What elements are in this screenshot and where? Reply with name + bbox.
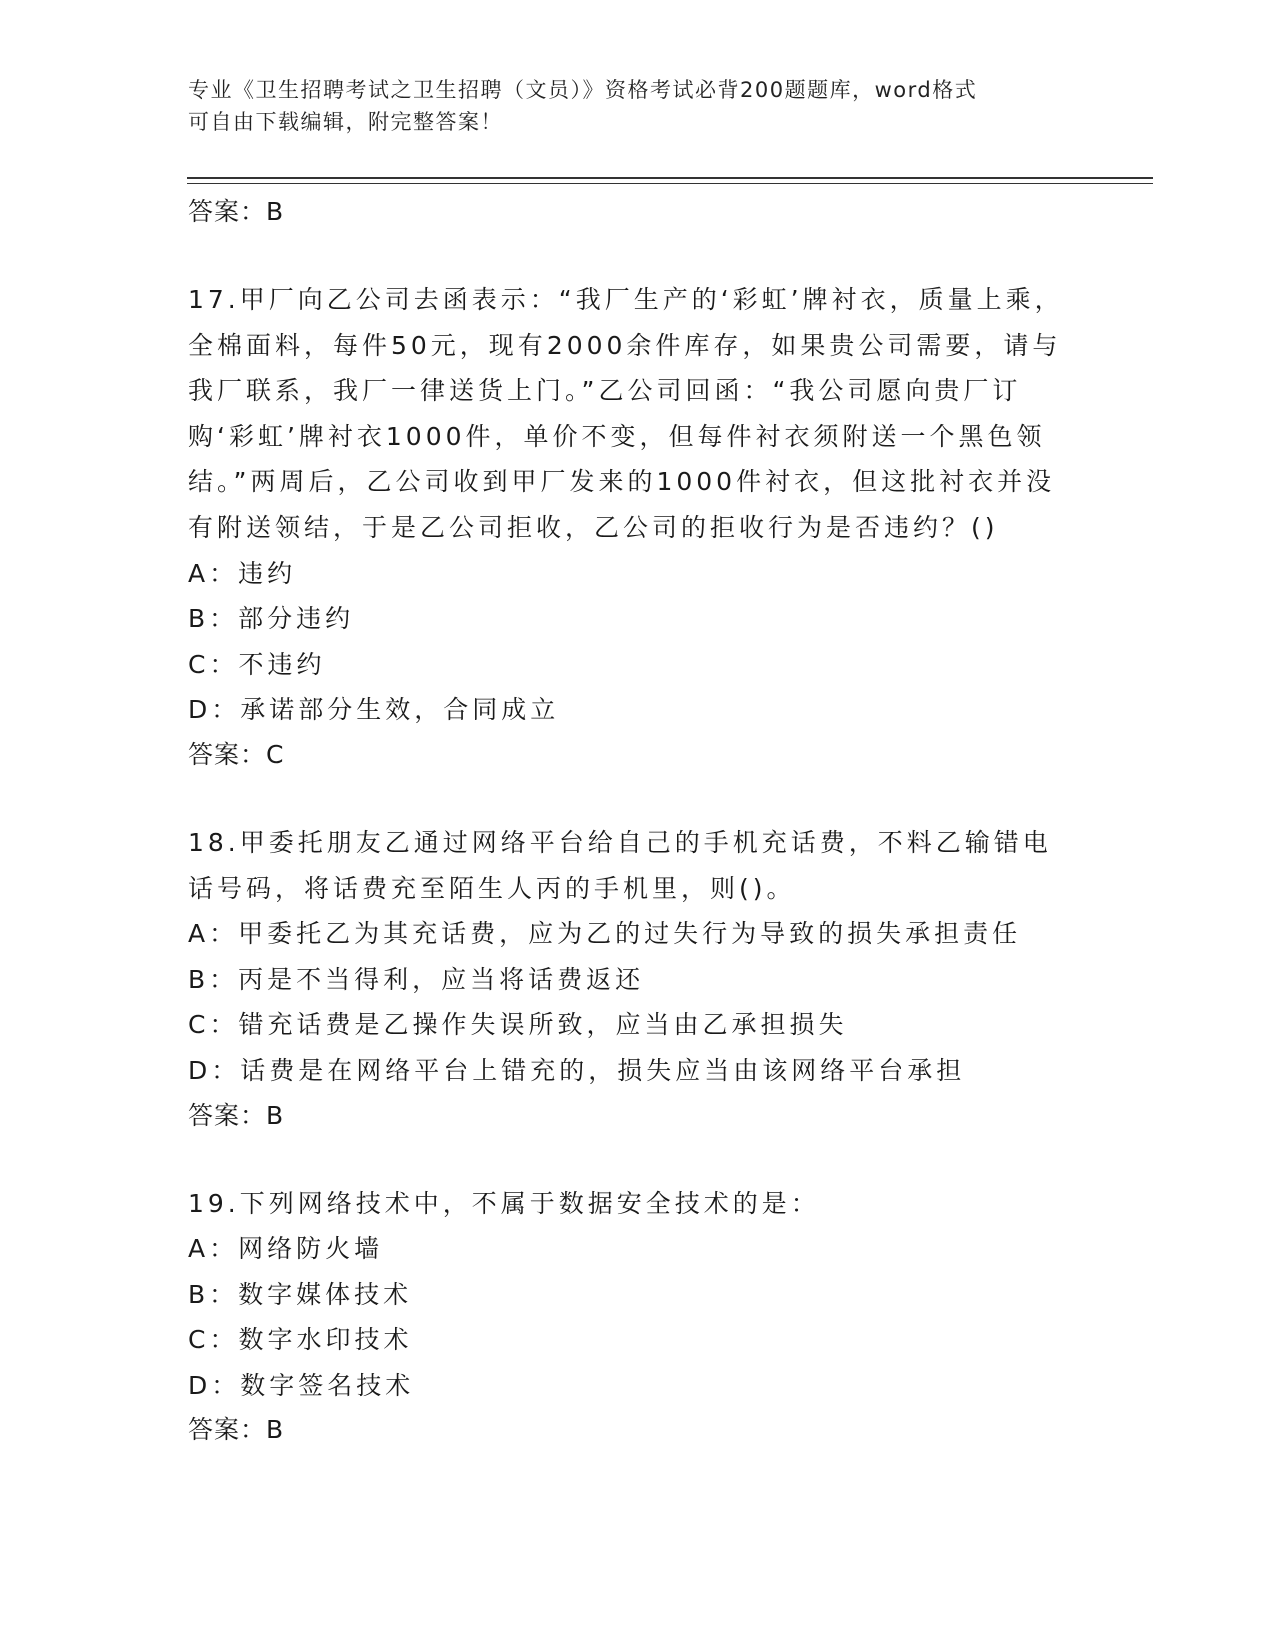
- header-rule-thick: [187, 177, 1153, 179]
- option-c: C：数字水印技术: [188, 1325, 413, 1355]
- header-line-2: 可自由下载编辑，附完整答案！: [188, 110, 503, 134]
- option-d: D：承诺部分生效，合同成立: [188, 695, 560, 725]
- option-b: B：数字媒体技术: [188, 1279, 413, 1309]
- option-d: D：话费是在网络平台上错充的，损失应当由该网络平台承担: [188, 1055, 966, 1085]
- answer-line: 答案：B: [188, 1100, 285, 1130]
- header-rule-thin: [187, 183, 1153, 184]
- document-body: [188, 190, 1078, 1452]
- header-line-1: 专业《卫生招聘考试之卫生招聘（文员）》资格考试必背200题题库，word格式: [188, 78, 978, 102]
- page-header: [188, 74, 1088, 138]
- option-a: A：违约: [188, 558, 297, 588]
- question-stem: 18.甲委托朋友乙通过网络平台给自己的手机充话费，不料乙输错电话号码，将话费充至陌生人丙的手机里，则()。: [188, 827, 1052, 903]
- option-b: B：部分违约: [188, 604, 355, 634]
- option-a: A：网络防火墙: [188, 1234, 384, 1264]
- question-18: [188, 820, 1078, 1138]
- question-19: [188, 1181, 1078, 1453]
- option-a: A：甲委托乙为其充话费，应为乙的过失行为导致的损失承担责任: [188, 919, 1022, 949]
- answer-line: 答案：B: [188, 197, 285, 226]
- question-stem: 19.下列网络技术中，不属于数据安全技术的是：: [188, 1188, 820, 1218]
- option-c: C：错充话费是乙操作失误所致，应当由乙承担损失: [188, 1010, 848, 1040]
- option-d: D：数字签名技术: [188, 1370, 415, 1400]
- question-17: [188, 277, 1078, 777]
- answer-line: 答案：C: [188, 739, 285, 769]
- answer-line: 答案：B: [188, 1415, 285, 1445]
- option-b: B：丙是不当得利，应当将话费返还: [188, 964, 645, 994]
- option-c: C：不违约: [188, 649, 326, 679]
- question-stem: 17.甲厂向乙公司去函表示：“我厂生产的‘彩虹’牌衬衣，质量上乘，全棉面料，每件50元，现有2000余件库存，如果贵公司需要，请与我厂联系，我厂一律送货上门。”乙公司回函：“我公司愿向贵厂订购‘彩虹’牌衬衣1000件，单价不变，但每件衬衣须附送一个黑色领结。”两周后，乙公司收到甲厂发来的1000件衬衣，但这批衬衣并没有附送领结，于是乙公司拒收，乙公司的拒收行为是否违约？(): [188, 285, 1064, 542]
